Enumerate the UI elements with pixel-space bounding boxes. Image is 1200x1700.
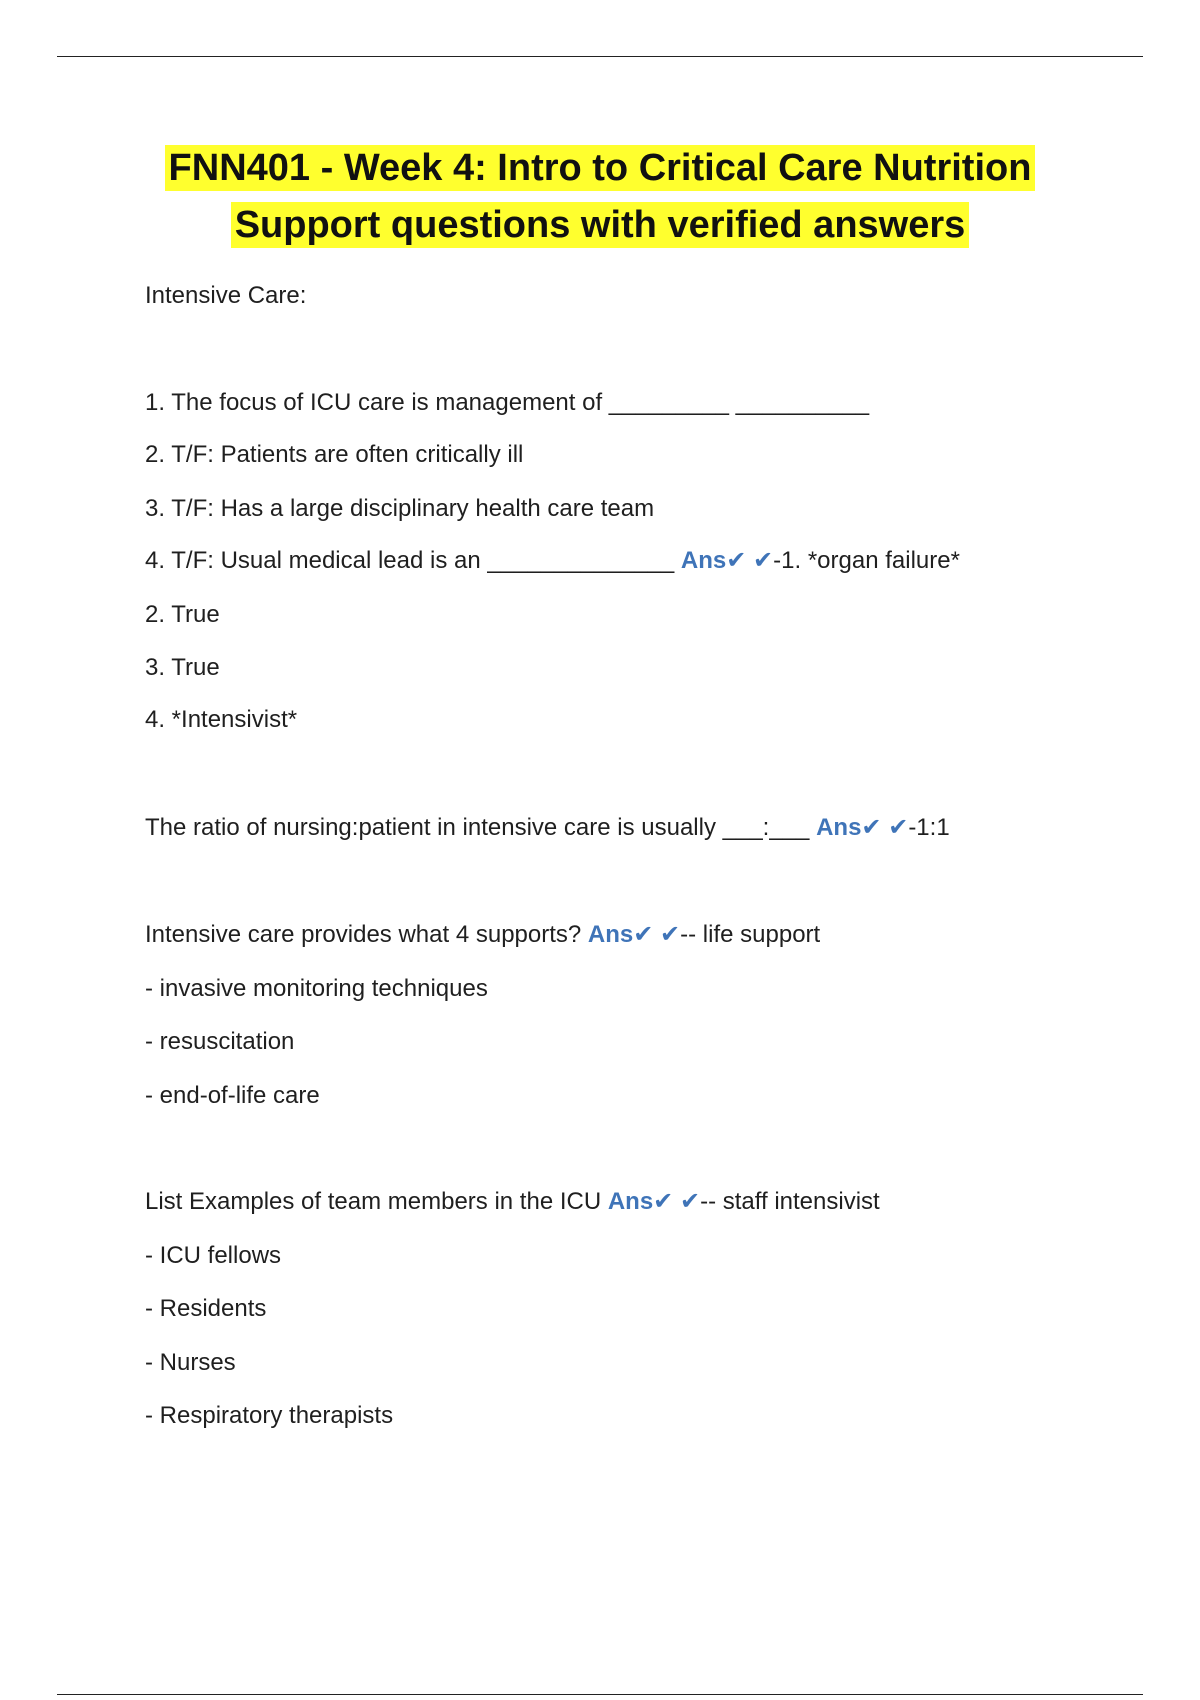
question-2-text: The ratio of nursing:patient in intensive care is usually ___:___ <box>145 814 810 841</box>
answer-marker: Ans✔ ✔ <box>587 921 681 948</box>
answer-line: - ICU fellows <box>145 1242 282 1269</box>
question-1-line-2: 2. T/F: Patients are often critically ill <box>145 441 524 468</box>
answer-text: -1. *organ failure* <box>773 547 960 574</box>
top-rule <box>57 56 1143 57</box>
bottom-rule <box>57 1694 1143 1695</box>
answer-line: - Nurses <box>145 1349 236 1376</box>
question-1-line-3: 3. T/F: Has a large disciplinary health care team <box>145 495 655 522</box>
answer-line: - invasive monitoring techniques <box>145 975 488 1002</box>
question-1-line-1: 1. The focus of ICU care is management of _________ __________ <box>145 389 870 416</box>
question-3-text: Intensive care provides what 4 supports? <box>145 921 582 948</box>
question-3 <box>145 920 820 950</box>
answer-line: - Respiratory therapists <box>145 1402 394 1429</box>
answer-text: -1:1 <box>908 814 950 841</box>
title-line-1: FNN401 - Week 4: Intro to Critical Care Nutrition <box>165 145 1036 191</box>
answer-line: 3. True <box>145 654 220 681</box>
answer-text: -- staff intensivist <box>700 1188 880 1215</box>
question-2 <box>145 813 950 843</box>
title-line-2: Support questions with verified answers <box>231 202 970 248</box>
question-4 <box>145 1187 880 1217</box>
question-4-text: List Examples of team members in the ICU <box>145 1188 602 1215</box>
answer-marker: Ans✔ ✔ <box>607 1188 701 1215</box>
answer-line: 2. True <box>145 601 220 628</box>
question-1-line-4 <box>145 546 960 576</box>
answer-line: - resuscitation <box>145 1028 295 1055</box>
section-heading: Intensive Care: <box>145 282 307 309</box>
answer-marker: Ans✔ ✔ <box>680 547 774 574</box>
answer-line: - Residents <box>145 1295 267 1322</box>
document-title <box>0 140 1200 254</box>
answer-marker: Ans✔ ✔ <box>816 814 909 841</box>
answer-line: - end-of-life care <box>145 1082 320 1109</box>
question-1-text: 4. T/F: Usual medical lead is an ______________ <box>145 547 675 574</box>
answer-line: 4. *Intensivist* <box>145 706 298 733</box>
answer-text: -- life support <box>680 921 821 948</box>
